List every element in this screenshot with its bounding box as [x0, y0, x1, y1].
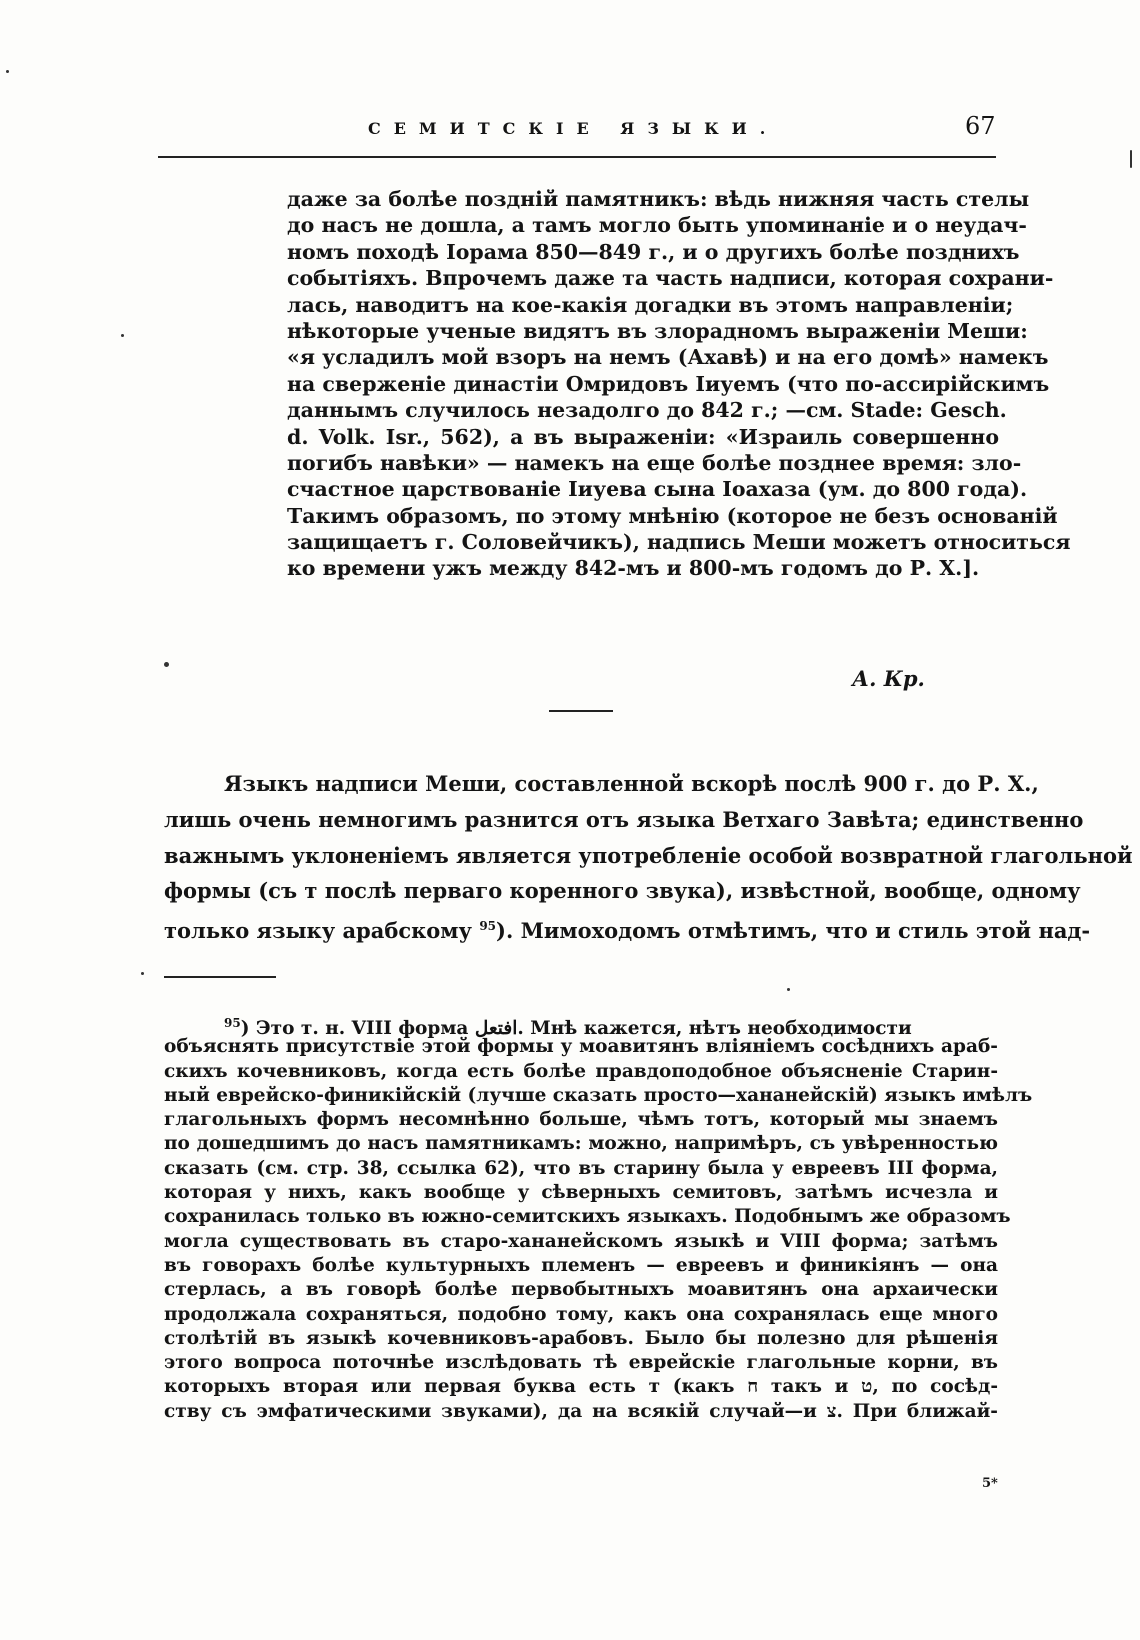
- paragraph-line: Языкъ надписи Меши, составленной вскорѣ послѣ 900 г. до Р. Х.,: [224, 771, 1039, 796]
- footnote-line: которая у нихъ, какъ вообще у сѣверныхъ семитовъ, затѣмъ исчезла и: [164, 1182, 998, 1204]
- running-title: СЕМИТСКІЕ ЯЗЫКИ.: [368, 119, 779, 138]
- note-line: ко времени ужъ между 842-мъ и 800-мъ годомъ до Р. Х.].: [287, 556, 980, 581]
- paragraph-line: лишь очень немногимъ разнится отъ языка Ветхаго Завѣта; единственно: [164, 806, 1084, 832]
- scan-speck: [121, 334, 124, 337]
- scan-speck: [1130, 150, 1132, 168]
- scan-speck: [787, 988, 790, 991]
- footnote-line: сказать (см. стр. 38, ссылка 62), что въ старину была у евреевъ III форма,: [164, 1157, 998, 1179]
- paragraph-text: ). Мимоходомъ отмѣтимъ, что и стиль этой над-: [496, 918, 1091, 944]
- note-line: Такимъ образомъ, по этому мнѣнію (которое не безъ основаній: [287, 503, 1058, 528]
- scan-speck: [6, 70, 9, 73]
- footnote-reference: 95: [479, 919, 497, 934]
- footnote-line: стерлась, а въ говорѣ болѣе первобытныхъ моавитянъ она архаически: [164, 1279, 998, 1301]
- note-signature: А. Кр.: [852, 666, 925, 691]
- footnote-text: ) Это т. н. VIII форма افتعل. Мнѣ кажется, нѣтъ необходимости: [240, 1018, 912, 1040]
- footnote-line: [164, 1011, 998, 1040]
- note-line: защищаетъ г. Соловейчикъ), надпись Меши можетъ относиться: [287, 530, 1071, 555]
- footnote-line: столѣтій въ языкѣ кочевниковъ-арабовъ. Было бы полезно для рѣшенія: [164, 1327, 998, 1349]
- paragraph-line: [164, 909, 1091, 945]
- note-line: лась, наводитъ на кое-какія догадки въ этомъ направленіи;: [287, 292, 1014, 317]
- page-number: 67: [965, 112, 996, 140]
- note-line: погибъ навѣки» — намекъ на еще болѣе позднее время: зло-: [287, 450, 1022, 475]
- footnote-line: скихъ кочевниковъ, когда есть болѣе правдоподобное объясненіе Старин-: [164, 1060, 998, 1082]
- note-line: «я усладилъ мой взоръ на немъ (Ахавѣ) и на его домѣ» намекъ: [287, 345, 1049, 370]
- footnote-line: сохранилась только въ южно-семитскихъ языкахъ. Подобнымъ же образомъ: [164, 1206, 1011, 1228]
- note-line: d. Volk. Isr., 562), а въ выраженіи: «Израиль совершенно: [287, 424, 999, 449]
- note-line: даннымъ случилось незадолго до 842 г.; —см. Stade: Gesch.: [287, 398, 1007, 423]
- footnote-number: 95: [224, 1016, 241, 1030]
- paragraph-line: формы (съ т послѣ перваго коренного звука), извѣстной, вообще, одному: [164, 878, 1081, 904]
- footnote-95: [164, 1011, 1033, 1424]
- note-line: нѣкоторые ученые видятъ въ злорадномъ выраженіи Меши:: [287, 318, 1028, 343]
- note-line: событіяхъ. Впрочемъ даже та часть надписи, которая сохрани-: [287, 266, 1054, 291]
- main-paragraph: [164, 766, 1133, 945]
- footnote-line: ству съ эмфатическими звуками), да на всякій случай—и צ. При ближай-: [164, 1400, 998, 1422]
- note-line: на сверженіе династіи Омридовъ Іиуемъ (что по-ассирійскимъ: [287, 371, 1050, 396]
- signature-mark: 5*: [982, 1476, 998, 1491]
- footnote-line: которыхъ вторая или первая буква есть т (какъ ח такъ и ט, по сосѣд-: [164, 1376, 999, 1398]
- note-line: номъ походѣ Іорама 850—849 г., и о другихъ болѣе позднихъ: [287, 239, 1020, 264]
- scan-speck: [164, 662, 169, 667]
- note-line: счастное царствованіе Іиуева сына Іоахаза (ум. до 800 года).: [287, 477, 1028, 502]
- footnote-line: ный еврейско-финикійскій (лучше сказать просто—хананейскій) языкъ имѣлъ: [164, 1084, 1033, 1106]
- footnote-line: этого вопроса поточнѣе изслѣдовать тѣ еврейскіе глагольные корни, въ: [164, 1352, 998, 1374]
- footnote-line: въ говорахъ болѣе культурныхъ племенъ — евреевъ и финикіянъ — она: [164, 1254, 998, 1276]
- paragraph-line: важнымъ уклоненіемъ является употребленіе особой возвратной глагольной: [164, 842, 1133, 868]
- footnote-rule: [164, 976, 276, 978]
- scan-speck: [141, 972, 144, 975]
- note-line: даже за болѣе поздній памятникъ: вѣдь нижняя часть стелы: [287, 187, 1030, 211]
- section-divider: [549, 710, 613, 712]
- footnote-line: объяснять присутствіе этой формы у моавитянъ вліяніемъ сосѣднихъ араб-: [164, 1036, 998, 1058]
- footnote-line: могла существовать въ старо-хананейскомъ языкѣ и VIII форма; затѣмъ: [164, 1230, 998, 1252]
- footnote-line: продолжала сохраняться, подобно тому, какъ она сохранялась еще много: [164, 1303, 998, 1325]
- footnote-line: по дошедшимъ до насъ памятникамъ: можно, напримѣръ, съ увѣренностью: [164, 1133, 998, 1155]
- note-line: до насъ не дошла, а тамъ могло быть упоминаніе и о неудач-: [287, 213, 1027, 238]
- note-continuation: [287, 186, 1071, 582]
- header-rule: [158, 156, 996, 158]
- paragraph-text: только языку арабскому: [164, 918, 480, 944]
- footnote-line: глагольныхъ формъ несомнѣнно больше, чѣмъ тотъ, который мы знаемъ: [164, 1109, 998, 1131]
